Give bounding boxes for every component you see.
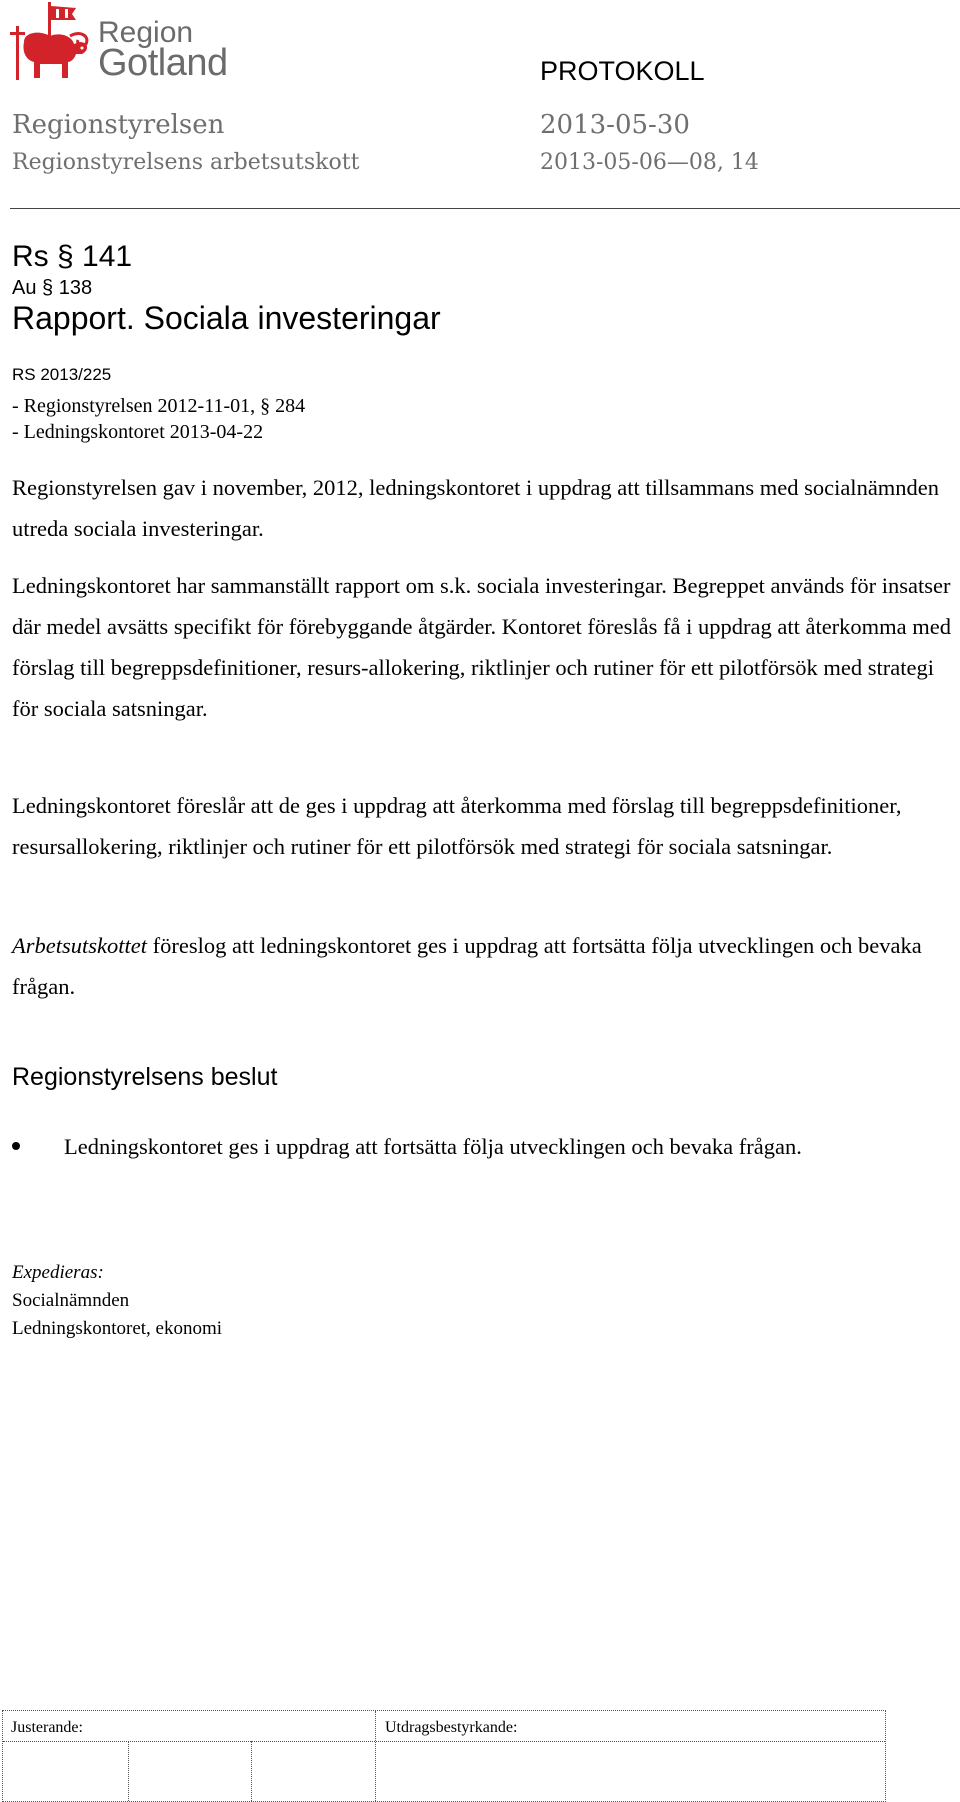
reference-item: - Ledningskontoret 2013-04-22 (12, 421, 264, 443)
body-paragraph-text: föreslog att ledningskontoret ges i uppdrag att fortsätta följa utvecklingen och bevaka frågan. (12, 933, 922, 999)
logo-text-region: Region (98, 16, 194, 49)
signature-table (2, 1710, 886, 1802)
reference-item: - Regionstyrelsen 2012-11-01, § 284 (12, 395, 306, 417)
page-title: Rapport. Sociala investeringar (12, 300, 441, 336)
body-paragraph: Ledningskontoret föreslår att de ges i uppdrag att återkomma med förslag till begreppsdefinitioner, resursallokering, riktlinjer och rutiner för ett pilotförsök med strategi för sociala satsningar. (12, 793, 902, 859)
case-number: RS 2013/225 (12, 365, 112, 384)
au-paragraph-number: Au § 138 (12, 277, 93, 299)
table-divider (128, 1741, 129, 1801)
committee-name-italic: Arbetsutskottet (12, 933, 147, 958)
body-paragraph (12, 925, 952, 1007)
justerande-label: Justerande: (11, 1719, 83, 1736)
header-body-name: Regionstyrelsen (12, 110, 225, 140)
body-paragraph: Ledningskontoret har sammanställt rapport om s.k. sociala investeringar. Begreppet används för insatser där medel avsätts specifikt för förebyggande åtgärder. Kontoret föreslås få i uppdrag att återkomma med förslag till begreppsdefinitioner, resurs-allokering, riktlinjer och rutiner för ett pilotförsök med strategi för sociala satsningar. (12, 573, 952, 721)
utdragsbestyrkande-label: Utdragsbestyrkande: (385, 1719, 518, 1736)
table-divider (3, 1741, 885, 1742)
header-committee-date: 2013-05-06—08, 14 (540, 150, 759, 175)
logo-text-gotland: Gotland (98, 42, 228, 84)
decision-item: Ledningskontoret ges i uppdrag att fortsätta följa utvecklingen och bevaka frågan. (64, 1134, 802, 1159)
bullet-icon (12, 1142, 20, 1150)
header-committee-name: Regionstyrelsens arbetsutskott (12, 150, 360, 175)
distribution-label: Expedieras: (12, 1262, 104, 1283)
header-meeting-date: 2013-05-30 (540, 110, 690, 140)
decision-heading: Regionstyrelsens beslut (12, 1063, 278, 1091)
table-divider (375, 1711, 376, 1801)
rs-paragraph-number: Rs § 141 (12, 240, 133, 273)
body-paragraph: Regionstyrelsen gav i november, 2012, ledningskontoret i uppdrag att tillsammans med socialnämnden utreda sociala investeringar. (12, 475, 940, 541)
document-type: PROTOKOLL (540, 56, 705, 86)
distribution-recipient: Ledningskontoret, ekonomi (12, 1318, 223, 1339)
table-divider (251, 1741, 252, 1801)
region-gotland-logo (10, 2, 228, 84)
header-divider (10, 208, 960, 209)
distribution-recipient: Socialnämnden (12, 1290, 130, 1311)
ram-emblem-icon (10, 2, 96, 84)
